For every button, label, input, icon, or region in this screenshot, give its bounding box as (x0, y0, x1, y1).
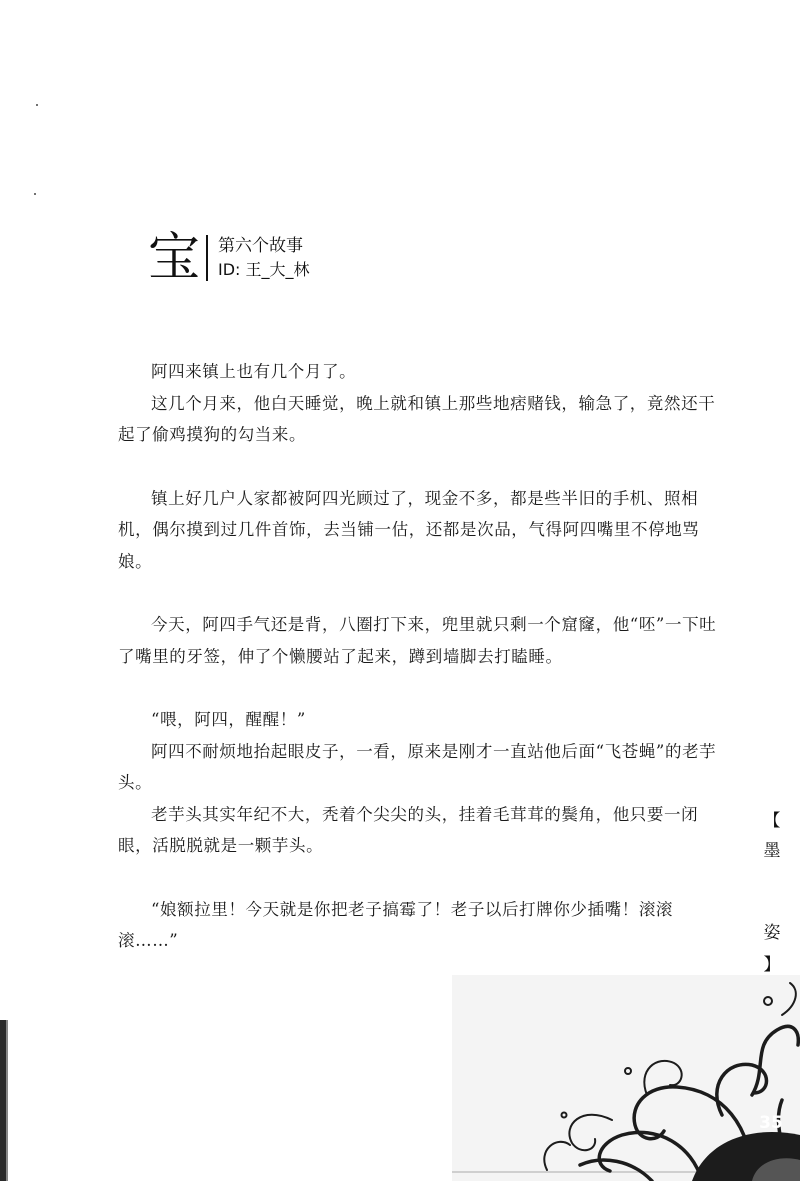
author-id: ID: 王_大_林 (218, 260, 310, 279)
side-title-char-zi: 姿 (763, 923, 781, 943)
title-meta (218, 235, 310, 281)
paragraph: 这几个月来，他白天睡觉，晚上就和镇上那些地痞赌钱，输急了，竟然还干起了偷鸡摸狗的勾当来。 (118, 393, 716, 444)
story-label: 第六个故事 (218, 236, 304, 256)
paragraph: “娘额拉里！今天就是你把老子搞霉了！老子以后打牌你少插嘴！滚滚滚……” (118, 899, 674, 950)
paragraph: 老芋头其实年纪不大，秃着个尖尖的头，挂着毛茸茸的鬓角，他只要一闭眼，活脱脱就是一颗芋头。 (118, 804, 699, 855)
title-character: 宝 (148, 228, 201, 288)
story-body (118, 356, 718, 957)
paragraph: 今天，阿四手气还是背，八圈打下来，兜里就只剩一个窟窿，他“呸”一下吐了嘴里的牙签，伸了个懒腰站了起来，蹲到墙脚去打瞌睡。 (118, 615, 717, 666)
paragraph: “喂，阿四，醒醒！” (151, 710, 306, 729)
side-title-close-bracket: 】 (763, 955, 781, 975)
paragraph: 镇上好几户人家都被阿四光顾过了，现金不多，都是些半旧的手机、照相机，偶尔摸到过几件首饰，去当铺一估，还都是次品，气得阿四嘴里不停地骂娘。 (118, 488, 700, 571)
page-edge-shadow (0, 1020, 10, 1181)
paragraph: 阿四不耐烦地抬起眼皮子，一看，原来是刚才一直站他后面“飞苍蝇”的老芋头。 (118, 741, 717, 792)
title-divider (206, 235, 208, 281)
swirl-ornament (452, 975, 800, 1181)
scan-speck (36, 104, 38, 106)
paragraph: 阿四来镇上也有几个月了。 (151, 362, 357, 381)
page-number: 35 (759, 1113, 783, 1133)
scan-speck (34, 193, 36, 195)
side-title-char-mo: 墨 (763, 841, 781, 861)
side-title-open-bracket: 【 (763, 811, 781, 831)
story-heading (148, 228, 310, 288)
